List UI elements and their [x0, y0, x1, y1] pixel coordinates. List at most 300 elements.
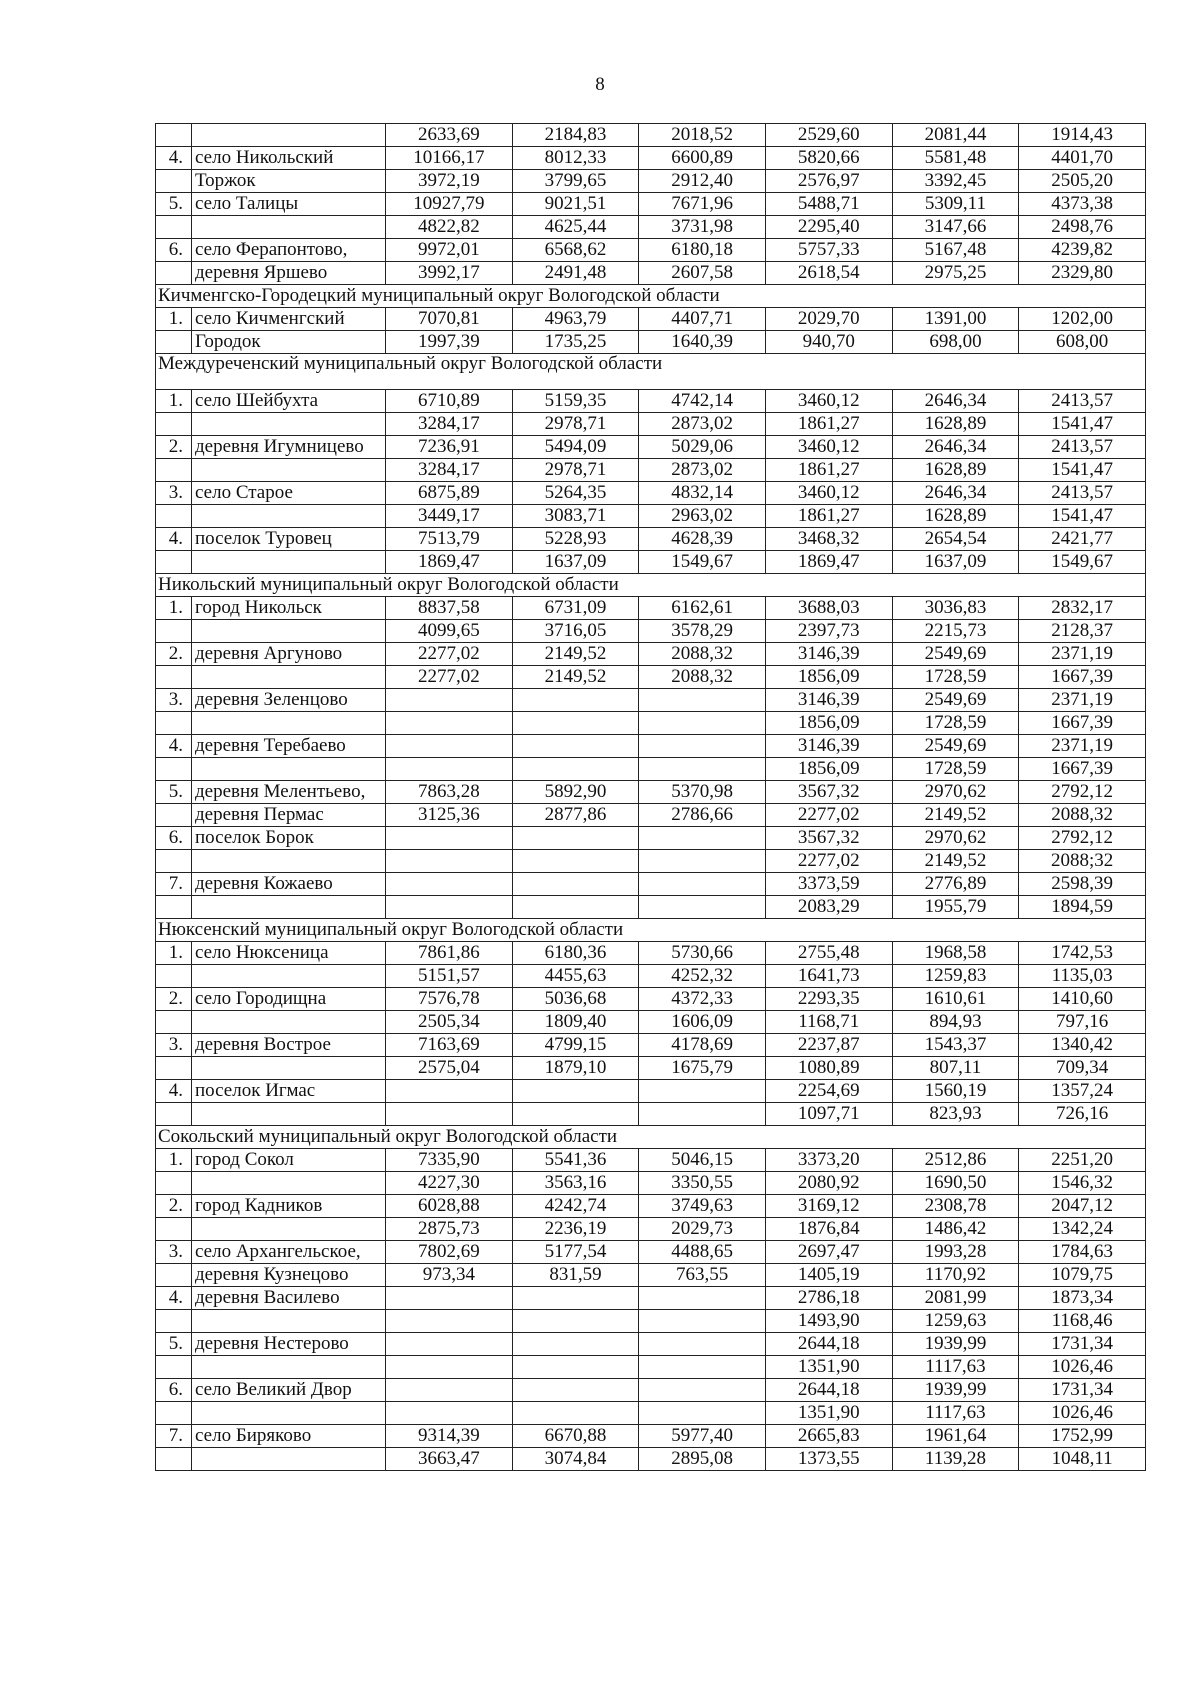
value-cell: 2081,44 [892, 124, 1019, 147]
value-cell: 709,34 [1019, 1057, 1146, 1080]
value-cell: 1026,46 [1019, 1402, 1146, 1425]
row-number-cell [156, 262, 192, 285]
value-cell: 3074,84 [512, 1448, 639, 1471]
row-number-cell: 1. [156, 390, 192, 413]
row-number-cell: 4. [156, 147, 192, 170]
table-row [156, 1333, 1146, 1356]
value-cell: 1993,28 [892, 1241, 1019, 1264]
value-cell: 6568,62 [512, 239, 639, 262]
value-cell: 1667,39 [1019, 712, 1146, 735]
value-cell: 1493,90 [765, 1310, 892, 1333]
value-cell: 1543,37 [892, 1034, 1019, 1057]
value-cell: 2963,02 [639, 505, 766, 528]
value-cell: 1667,39 [1019, 666, 1146, 689]
value-cell: 2607,58 [639, 262, 766, 285]
value-cell: 2081,99 [892, 1287, 1019, 1310]
value-cell: 2029,70 [765, 308, 892, 331]
value-cell: 4239,82 [1019, 239, 1146, 262]
value-cell: 1628,89 [892, 505, 1019, 528]
value-cell: 1861,27 [765, 413, 892, 436]
value-cell: 3373,20 [765, 1149, 892, 1172]
value-cell: 3688,03 [765, 597, 892, 620]
value-cell: 2644,18 [765, 1333, 892, 1356]
value-cell: 7236,91 [386, 436, 513, 459]
settlement-name-cell [192, 620, 386, 643]
settlement-name-cell: деревня Яршево [192, 262, 386, 285]
settlement-name-cell: деревня Вострое [192, 1034, 386, 1057]
value-cell: 1939,99 [892, 1333, 1019, 1356]
value-cell: 1728,59 [892, 758, 1019, 781]
value-cell [639, 896, 766, 919]
settlement-name-cell [192, 850, 386, 873]
value-cell: 1675,79 [639, 1057, 766, 1080]
value-cell: 8837,58 [386, 597, 513, 620]
value-cell: 4628,39 [639, 528, 766, 551]
value-cell [386, 873, 513, 896]
row-number-cell: 1. [156, 597, 192, 620]
value-cell: 5228,93 [512, 528, 639, 551]
settlement-name-cell [192, 758, 386, 781]
value-cell: 3284,17 [386, 459, 513, 482]
row-number-cell [156, 1310, 192, 1333]
row-number-cell [156, 216, 192, 239]
value-cell: 2598,39 [1019, 873, 1146, 896]
value-cell: 2371,19 [1019, 689, 1146, 712]
row-number-cell: 2. [156, 1195, 192, 1218]
value-cell: 3083,71 [512, 505, 639, 528]
table-row [156, 1195, 1146, 1218]
table-row [156, 689, 1146, 712]
value-cell: 3468,32 [765, 528, 892, 551]
value-cell: 5581,48 [892, 147, 1019, 170]
value-cell: 5892,90 [512, 781, 639, 804]
settlement-name-cell [192, 124, 386, 147]
value-cell: 2277,02 [765, 804, 892, 827]
table-row [156, 1218, 1146, 1241]
value-cell: 2371,19 [1019, 643, 1146, 666]
value-cell: 2128,37 [1019, 620, 1146, 643]
value-cell: 1135,03 [1019, 965, 1146, 988]
value-cell: 2149,52 [892, 804, 1019, 827]
value-cell: 4822,82 [386, 216, 513, 239]
section-header-row [156, 919, 1146, 942]
value-cell: 3972,19 [386, 170, 513, 193]
value-cell: 823,93 [892, 1103, 1019, 1126]
row-number-cell: 4. [156, 735, 192, 758]
value-cell: 9972,01 [386, 239, 513, 262]
row-number-cell [156, 459, 192, 482]
value-cell: 4455,63 [512, 965, 639, 988]
value-cell [639, 689, 766, 712]
value-cell: 2549,69 [892, 643, 1019, 666]
value-cell: 2413,57 [1019, 436, 1146, 459]
value-cell: 2371,19 [1019, 735, 1146, 758]
row-number-cell [156, 1356, 192, 1379]
value-cell: 10927,79 [386, 193, 513, 216]
value-cell [639, 827, 766, 850]
section-header-row [156, 285, 1146, 308]
table-row [156, 597, 1146, 620]
value-cell: 2873,02 [639, 413, 766, 436]
settlement-name-cell: село Нюксеница [192, 942, 386, 965]
value-cell [386, 758, 513, 781]
table-row [156, 965, 1146, 988]
section-title: Сокольский муниципальный округ Вологодской области [156, 1126, 1146, 1149]
value-cell: 1742,53 [1019, 942, 1146, 965]
value-cell: 1357,24 [1019, 1080, 1146, 1103]
row-number-cell [156, 1264, 192, 1287]
row-number-cell [156, 1172, 192, 1195]
row-number-cell [156, 551, 192, 574]
value-cell: 1351,90 [765, 1402, 892, 1425]
value-cell: 2644,18 [765, 1379, 892, 1402]
value-cell: 1667,39 [1019, 758, 1146, 781]
row-number-cell [156, 170, 192, 193]
page-number: 8 [595, 74, 605, 95]
value-cell: 2215,73 [892, 620, 1019, 643]
value-cell: 10166,17 [386, 147, 513, 170]
table-row [156, 1011, 1146, 1034]
settlement-name-cell: село Старое [192, 482, 386, 505]
settlement-name-cell: деревня Кожаево [192, 873, 386, 896]
value-cell: 2149,52 [892, 850, 1019, 873]
settlement-name-cell: село Ферапонтово, [192, 239, 386, 262]
value-cell: 1097,71 [765, 1103, 892, 1126]
value-cell: 4372,33 [639, 988, 766, 1011]
row-number-cell: 1. [156, 942, 192, 965]
value-cell: 7163,69 [386, 1034, 513, 1057]
settlement-name-cell: город Никольск [192, 597, 386, 620]
value-cell: 1873,34 [1019, 1287, 1146, 1310]
settlement-name-cell: село Кичменгский [192, 308, 386, 331]
value-cell: 894,93 [892, 1011, 1019, 1034]
value-cell [512, 896, 639, 919]
value-cell: 5494,09 [512, 436, 639, 459]
value-cell: 7863,28 [386, 781, 513, 804]
section-title: Нюксенский муниципальный округ Вологодской области [156, 919, 1146, 942]
value-cell: 3146,39 [765, 689, 892, 712]
table-row [156, 1264, 1146, 1287]
row-number-cell: 5. [156, 781, 192, 804]
value-cell [386, 1356, 513, 1379]
settlement-name-cell: поселок Борок [192, 827, 386, 850]
value-cell: 3460,12 [765, 390, 892, 413]
settlement-name-cell: деревня Аргуново [192, 643, 386, 666]
value-cell: 7513,79 [386, 528, 513, 551]
value-cell: 1541,47 [1019, 505, 1146, 528]
row-number-cell: 3. [156, 1241, 192, 1264]
value-cell: 2149,52 [512, 666, 639, 689]
value-cell: 5820,66 [765, 147, 892, 170]
value-cell: 4742,14 [639, 390, 766, 413]
value-cell: 2697,47 [765, 1241, 892, 1264]
value-cell [386, 689, 513, 712]
row-number-cell [156, 124, 192, 147]
row-number-cell: 1. [156, 1149, 192, 1172]
value-cell: 3169,12 [765, 1195, 892, 1218]
table-row [156, 643, 1146, 666]
value-cell: 3146,39 [765, 735, 892, 758]
value-cell: 4373,38 [1019, 193, 1146, 216]
value-cell: 1637,09 [892, 551, 1019, 574]
value-cell: 1879,10 [512, 1057, 639, 1080]
value-cell [639, 1356, 766, 1379]
table-row [156, 528, 1146, 551]
value-cell: 2149,52 [512, 643, 639, 666]
value-cell: 2088,32 [1019, 804, 1146, 827]
value-cell: 2184,83 [512, 124, 639, 147]
row-number-cell: 4. [156, 528, 192, 551]
row-number-cell: 7. [156, 1425, 192, 1448]
value-cell: 1728,59 [892, 712, 1019, 735]
value-cell: 2088;32 [1019, 850, 1146, 873]
value-cell: 2277,02 [386, 643, 513, 666]
value-cell: 1541,47 [1019, 459, 1146, 482]
value-cell: 1856,09 [765, 712, 892, 735]
value-cell: 2277,02 [765, 850, 892, 873]
value-cell: 1342,24 [1019, 1218, 1146, 1241]
value-cell: 807,11 [892, 1057, 1019, 1080]
value-cell: 2491,48 [512, 262, 639, 285]
value-cell: 698,00 [892, 331, 1019, 354]
table-row [156, 804, 1146, 827]
table-row [156, 1425, 1146, 1448]
value-cell: 2633,69 [386, 124, 513, 147]
value-cell [386, 827, 513, 850]
value-cell [512, 1333, 639, 1356]
table-row [156, 1103, 1146, 1126]
value-cell: 2047,12 [1019, 1195, 1146, 1218]
value-cell: 5159,35 [512, 390, 639, 413]
value-cell: 1728,59 [892, 666, 1019, 689]
value-cell: 2413,57 [1019, 390, 1146, 413]
settlement-name-cell [192, 666, 386, 689]
value-cell: 6710,89 [386, 390, 513, 413]
settlement-name-cell: деревня Пермас [192, 804, 386, 827]
value-cell: 5488,71 [765, 193, 892, 216]
value-cell: 1117,63 [892, 1402, 1019, 1425]
value-cell: 1079,75 [1019, 1264, 1146, 1287]
section-title: Кичменгско-Городецкий муниципальный округ Вологодской области [156, 285, 1146, 308]
value-cell: 608,00 [1019, 331, 1146, 354]
row-number-cell [156, 1218, 192, 1241]
settlement-name-cell [192, 1356, 386, 1379]
table-row [156, 193, 1146, 216]
table-row [156, 262, 1146, 285]
value-cell [512, 850, 639, 873]
value-cell: 1856,09 [765, 758, 892, 781]
value-cell: 3392,45 [892, 170, 1019, 193]
row-number-cell: 3. [156, 1034, 192, 1057]
table-row [156, 239, 1146, 262]
value-cell: 1391,00 [892, 308, 1019, 331]
value-cell: 1961,64 [892, 1425, 1019, 1448]
value-cell [639, 1287, 766, 1310]
value-cell: 1640,39 [639, 331, 766, 354]
value-cell: 3663,47 [386, 1448, 513, 1471]
value-cell [512, 1080, 639, 1103]
row-number-cell: 1. [156, 308, 192, 331]
row-number-cell [156, 1402, 192, 1425]
settlement-name-cell [192, 712, 386, 735]
row-number-cell: 2. [156, 436, 192, 459]
settlement-name-cell: деревня Василево [192, 1287, 386, 1310]
value-cell: 1170,92 [892, 1264, 1019, 1287]
settlement-name-cell [192, 505, 386, 528]
value-cell: 1637,09 [512, 551, 639, 574]
value-cell [386, 712, 513, 735]
value-cell: 2912,40 [639, 170, 766, 193]
value-cell: 1690,50 [892, 1172, 1019, 1195]
value-cell: 1405,19 [765, 1264, 892, 1287]
value-cell: 5730,66 [639, 942, 766, 965]
row-number-cell [156, 1448, 192, 1471]
row-number-cell: 5. [156, 193, 192, 216]
value-cell [512, 1356, 639, 1379]
value-cell: 2970,62 [892, 781, 1019, 804]
row-number-cell [156, 666, 192, 689]
table-row [156, 873, 1146, 896]
value-cell: 5309,11 [892, 193, 1019, 216]
value-cell [639, 1103, 766, 1126]
table-row [156, 1034, 1146, 1057]
value-cell: 5029,06 [639, 436, 766, 459]
value-cell: 1486,42 [892, 1218, 1019, 1241]
table-row [156, 712, 1146, 735]
value-cell [639, 1310, 766, 1333]
value-cell: 2575,04 [386, 1057, 513, 1080]
row-number-cell [156, 965, 192, 988]
row-number-cell: 7. [156, 873, 192, 896]
table-row [156, 170, 1146, 193]
table-row [156, 666, 1146, 689]
value-cell: 726,16 [1019, 1103, 1146, 1126]
value-cell [639, 1080, 766, 1103]
value-cell: 7861,86 [386, 942, 513, 965]
settlement-name-cell [192, 1172, 386, 1195]
value-cell [639, 873, 766, 896]
value-cell [639, 850, 766, 873]
value-cell: 4227,30 [386, 1172, 513, 1195]
value-cell: 2080,92 [765, 1172, 892, 1195]
value-cell [512, 1310, 639, 1333]
value-cell: 2236,19 [512, 1218, 639, 1241]
value-cell: 2295,40 [765, 216, 892, 239]
value-cell [512, 1103, 639, 1126]
value-cell: 3284,17 [386, 413, 513, 436]
settlement-name-cell [192, 1402, 386, 1425]
value-cell: 3716,05 [512, 620, 639, 643]
table-row [156, 124, 1146, 147]
value-cell: 1894,59 [1019, 896, 1146, 919]
value-cell: 940,70 [765, 331, 892, 354]
value-cell: 5036,68 [512, 988, 639, 1011]
row-number-cell: 4. [156, 1080, 192, 1103]
value-cell: 2873,02 [639, 459, 766, 482]
settlement-name-cell [192, 1448, 386, 1471]
table-row [156, 482, 1146, 505]
value-cell: 1809,40 [512, 1011, 639, 1034]
value-cell: 3460,12 [765, 482, 892, 505]
value-cell: 1869,47 [765, 551, 892, 574]
value-cell: 6600,89 [639, 147, 766, 170]
value-cell: 2505,20 [1019, 170, 1146, 193]
value-cell: 6731,09 [512, 597, 639, 620]
value-cell: 2421,77 [1019, 528, 1146, 551]
value-cell [512, 712, 639, 735]
value-cell: 1606,09 [639, 1011, 766, 1034]
value-cell: 3146,39 [765, 643, 892, 666]
value-cell [386, 1333, 513, 1356]
value-cell: 1080,89 [765, 1057, 892, 1080]
settlement-name-cell: Торжок [192, 170, 386, 193]
value-cell: 1117,63 [892, 1356, 1019, 1379]
settlement-name-cell: деревня Игумницево [192, 436, 386, 459]
value-cell [386, 850, 513, 873]
table-row [156, 781, 1146, 804]
value-cell: 4963,79 [512, 308, 639, 331]
settlement-name-cell: деревня Кузнецово [192, 1264, 386, 1287]
value-cell: 2786,66 [639, 804, 766, 827]
row-number-cell: 2. [156, 643, 192, 666]
table-row [156, 1448, 1146, 1471]
value-cell: 3731,98 [639, 216, 766, 239]
table-row [156, 1057, 1146, 1080]
settlement-name-cell [192, 1011, 386, 1034]
settlement-name-cell: село Архангельское, [192, 1241, 386, 1264]
table-row [156, 308, 1146, 331]
value-cell: 2792,12 [1019, 827, 1146, 850]
settlement-name-cell: село Шейбухта [192, 390, 386, 413]
row-number-cell [156, 505, 192, 528]
row-number-cell: 3. [156, 482, 192, 505]
row-number-cell: 3. [156, 689, 192, 712]
value-cell: 5177,54 [512, 1241, 639, 1264]
value-cell: 6180,36 [512, 942, 639, 965]
value-cell [512, 1402, 639, 1425]
value-cell: 5541,36 [512, 1149, 639, 1172]
value-cell: 2549,69 [892, 735, 1019, 758]
value-cell: 1340,42 [1019, 1034, 1146, 1057]
value-cell: 1997,39 [386, 331, 513, 354]
value-cell: 4832,14 [639, 482, 766, 505]
value-cell: 5046,15 [639, 1149, 766, 1172]
table-row [156, 1080, 1146, 1103]
value-cell: 1968,58 [892, 942, 1019, 965]
value-cell [639, 1402, 766, 1425]
value-cell: 2251,20 [1019, 1149, 1146, 1172]
settlement-name-cell [192, 1103, 386, 1126]
settlement-name-cell [192, 1218, 386, 1241]
table-row [156, 850, 1146, 873]
tariff-table [155, 123, 1146, 1471]
value-cell: 3460,12 [765, 436, 892, 459]
value-cell: 4799,15 [512, 1034, 639, 1057]
value-cell: 763,55 [639, 1264, 766, 1287]
section-header-row [156, 574, 1146, 597]
row-number-cell [156, 1011, 192, 1034]
value-cell: 1735,25 [512, 331, 639, 354]
value-cell: 1628,89 [892, 413, 1019, 436]
settlement-name-cell [192, 459, 386, 482]
table-row [156, 413, 1146, 436]
value-cell: 1168,46 [1019, 1310, 1146, 1333]
row-number-cell [156, 804, 192, 827]
table-row [156, 1356, 1146, 1379]
settlement-name-cell: деревня Теребаево [192, 735, 386, 758]
value-cell [639, 712, 766, 735]
value-cell: 3992,17 [386, 262, 513, 285]
